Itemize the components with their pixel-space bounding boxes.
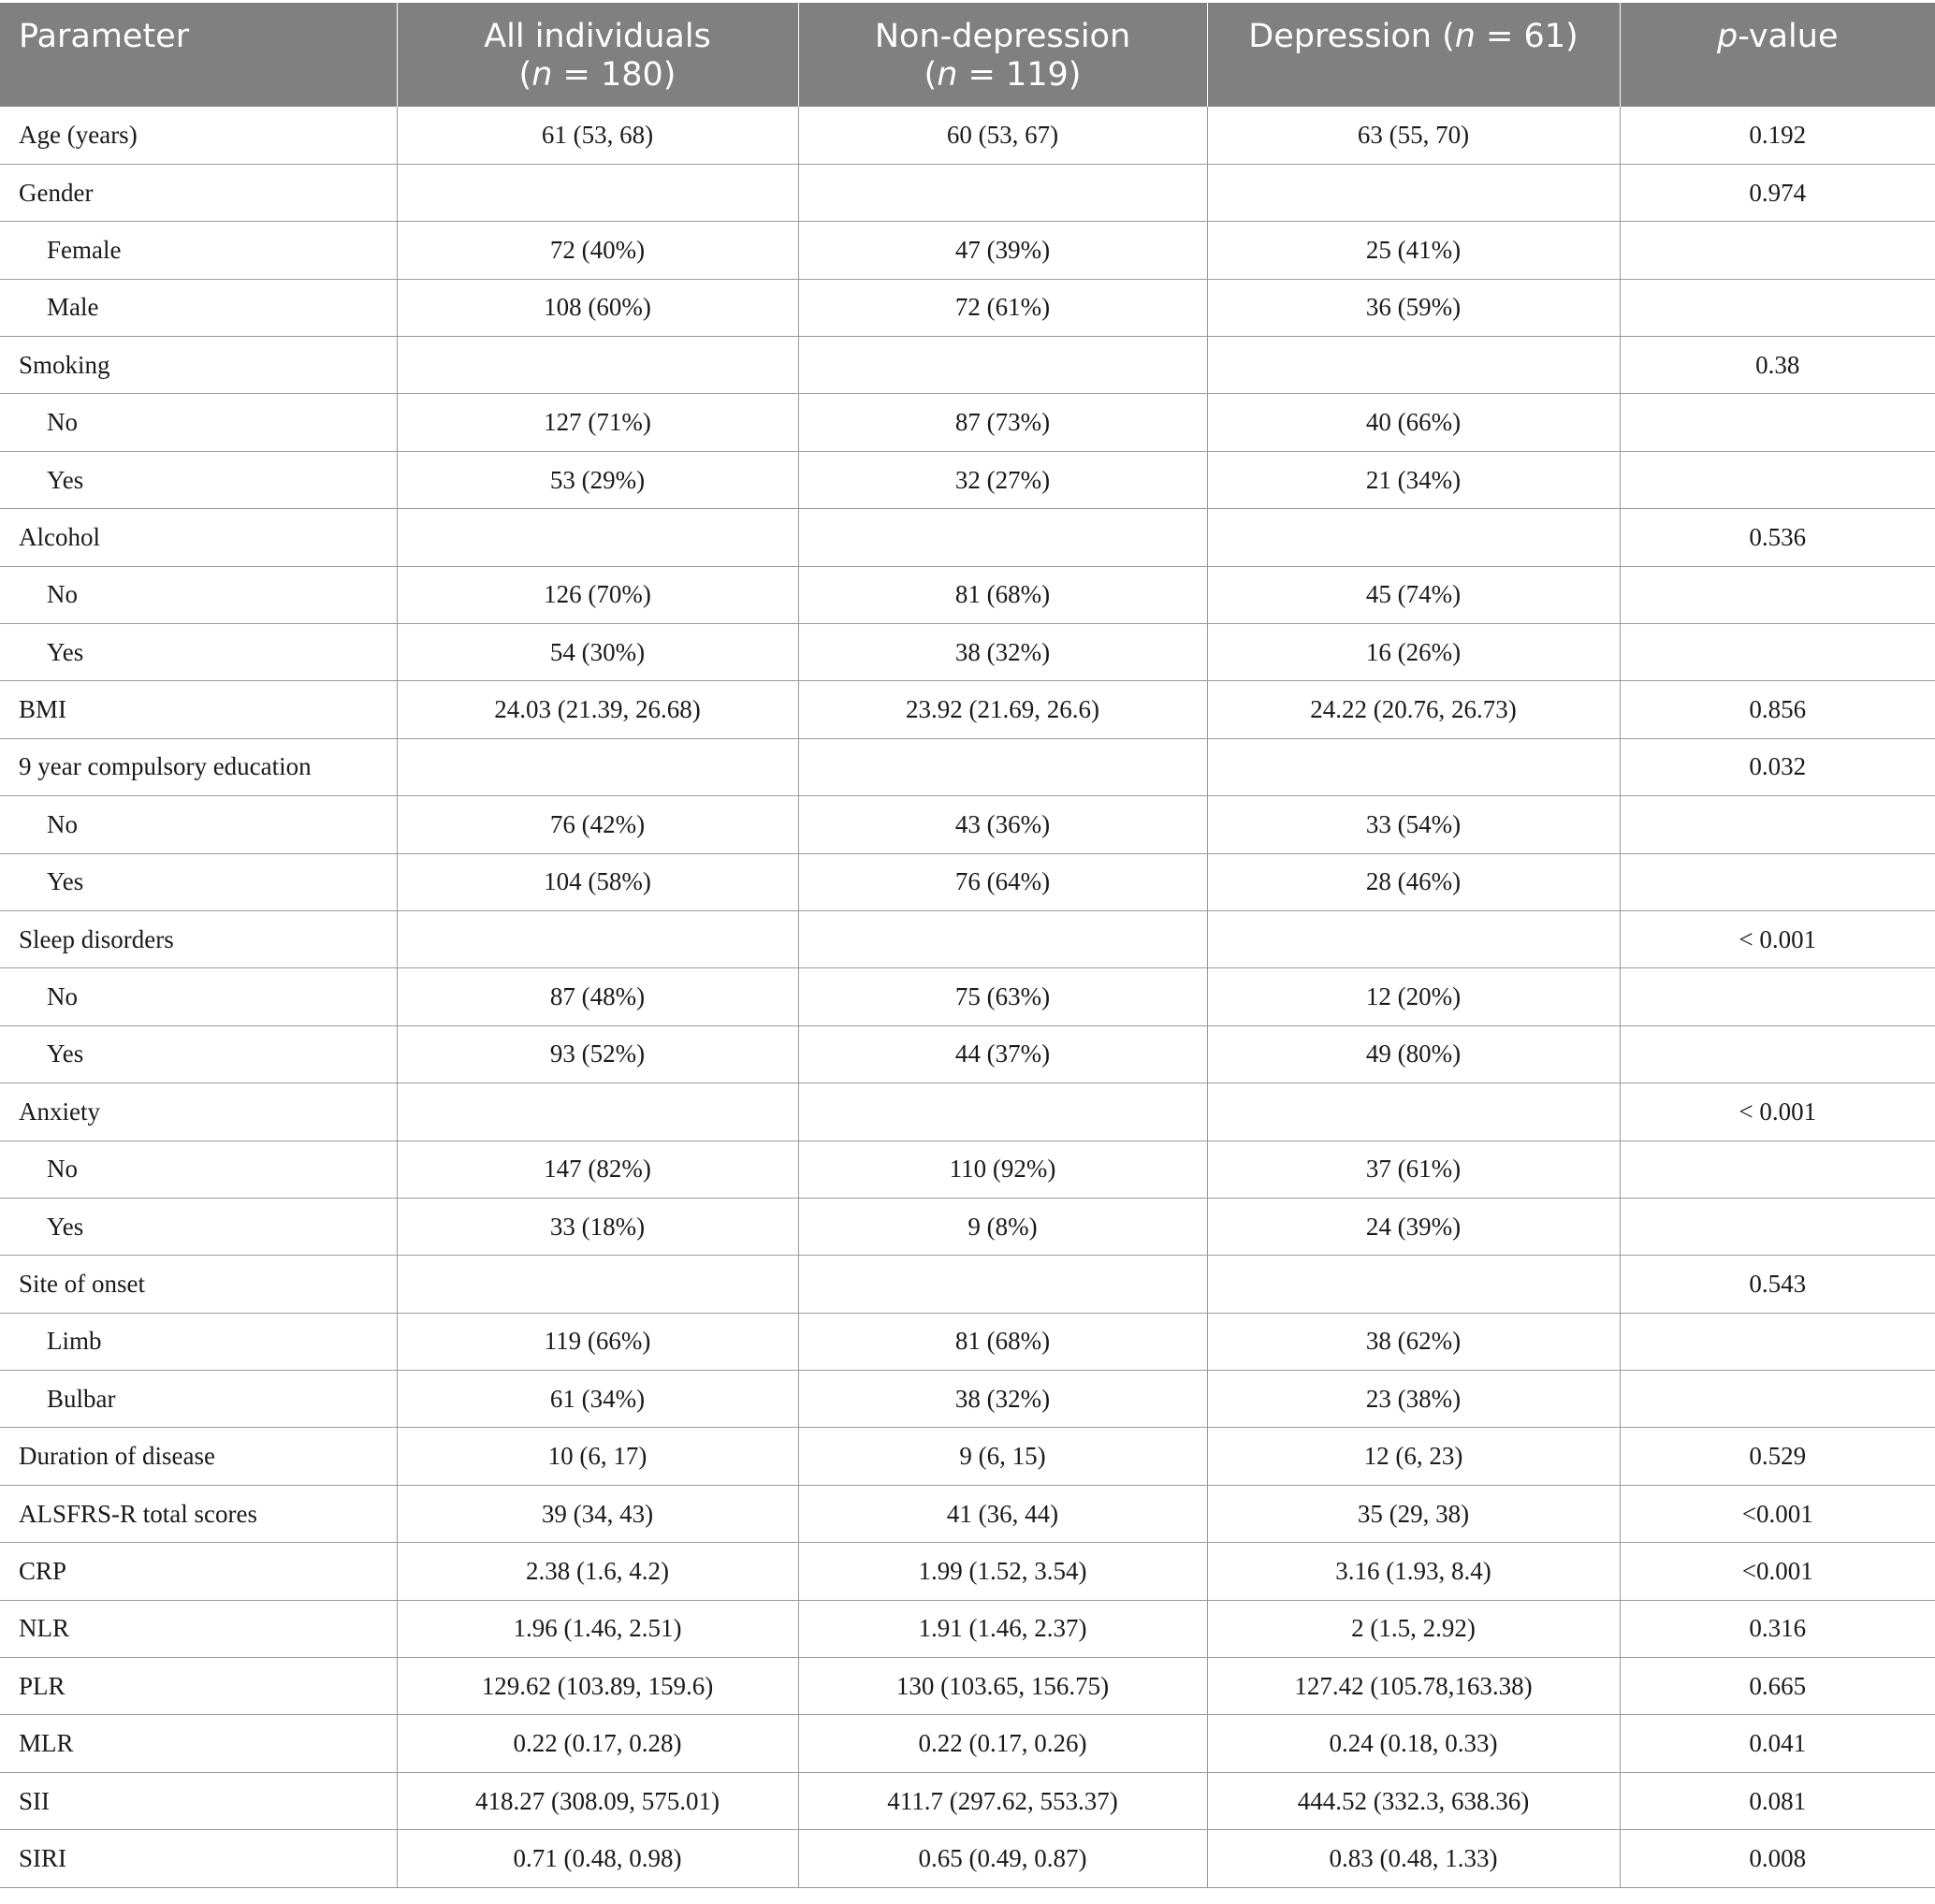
depression-cell: 0.83 (0.48, 1.33): [1207, 1830, 1620, 1887]
parameter-cell: Yes: [0, 853, 397, 910]
all-individuals-cell: 129.62 (103.89, 159.6): [397, 1658, 798, 1715]
all-individuals-cell: 33 (18%): [397, 1198, 798, 1255]
header-all-line2: (n = 180): [518, 56, 677, 94]
non-depression-cell: 72 (61%): [798, 279, 1207, 336]
p-value-cell: <0.001: [1620, 1543, 1935, 1600]
table-row: [0, 968, 1935, 1025]
table-row: [0, 1772, 1935, 1829]
table-row: [0, 222, 1935, 279]
table-row: [0, 1313, 1935, 1370]
parameter-cell: Male: [0, 279, 397, 336]
table-row: [0, 1658, 1935, 1715]
parameter-cell: Age (years): [19, 120, 138, 149]
depression-cell: [1207, 738, 1620, 795]
non-depression-cell: 81 (68%): [798, 566, 1207, 623]
p-value-cell: [1620, 853, 1935, 910]
p-value-cell: 0.316: [1620, 1600, 1935, 1657]
p-value-cell: 0.856: [1620, 681, 1935, 738]
p-value-cell: 0.032: [1620, 738, 1935, 795]
non-depression-cell: 0.65 (0.49, 0.87): [798, 1830, 1207, 1887]
header-parameter: Parameter: [0, 3, 397, 107]
table-row: [0, 624, 1935, 681]
table-body: [0, 107, 1935, 1887]
all-individuals-cell: 61 (53, 68): [397, 107, 798, 164]
depression-cell: 21 (34%): [1207, 451, 1620, 508]
parameter-cell: No: [0, 394, 397, 451]
p-value-cell: 0.008: [1620, 1830, 1935, 1887]
p-value-cell: < 0.001: [1620, 910, 1935, 967]
parameter-cell: No: [0, 796, 397, 853]
parameter-cell: Smoking: [0, 337, 397, 394]
p-value-cell: <0.001: [1620, 1485, 1935, 1542]
header-all-line1: All individuals: [484, 18, 711, 55]
header-non-depression: [798, 3, 1207, 107]
table-row: [0, 107, 1935, 164]
parameter-cell: Yes: [0, 624, 397, 681]
header-nondep-line2: (n = 119): [924, 56, 1082, 94]
header-depression: Depression (n = 61): [1207, 3, 1620, 107]
p-value-cell: [1620, 796, 1935, 853]
non-depression-cell: 47 (39%): [798, 222, 1207, 279]
table-row: [0, 1198, 1935, 1255]
parameter-cell: ALSFRS-R total scores: [0, 1485, 397, 1542]
header-all-individuals: [397, 3, 798, 107]
table-header: [0, 3, 1935, 107]
table-row: [0, 566, 1935, 623]
all-individuals-cell: [397, 164, 798, 221]
all-individuals-cell: 39 (34, 43): [397, 1485, 798, 1542]
all-individuals-cell: [397, 337, 798, 394]
depression-cell: 23 (38%): [1207, 1371, 1620, 1428]
p-value-cell: 0.665: [1620, 1658, 1935, 1715]
parameter-cell: PLR: [0, 1658, 397, 1715]
all-individuals-cell: 24.03 (21.39, 26.68): [397, 681, 798, 738]
table-row: [0, 738, 1935, 795]
depression-cell: [1207, 509, 1620, 566]
all-individuals-cell: 53 (29%): [397, 451, 798, 508]
p-value-cell: [1620, 1313, 1935, 1370]
parameter-cell: Bulbar: [0, 1371, 397, 1428]
header-nondep-line1: Non-depression: [874, 18, 1131, 55]
p-value-cell: [1620, 566, 1935, 623]
depression-cell: 45 (74%): [1207, 566, 1620, 623]
header-row: [0, 3, 1935, 107]
all-individuals-cell: 1.96 (1.46, 2.51): [397, 1600, 798, 1657]
p-value-cell: < 0.001: [1620, 1083, 1935, 1141]
depression-cell: 37 (61%): [1207, 1141, 1620, 1198]
data-table: [0, 3, 1935, 1888]
p-value-cell: 0.192: [1620, 107, 1935, 164]
all-individuals-cell: 147 (82%): [397, 1141, 798, 1198]
parameter-cell: Sleep disorders: [0, 910, 397, 967]
table-row: [0, 164, 1935, 221]
p-value-cell: 0.041: [1620, 1715, 1935, 1772]
non-depression-cell: 9 (8%): [798, 1198, 1207, 1255]
p-value-cell: [1620, 394, 1935, 451]
parameter-cell: No: [0, 1141, 397, 1198]
table-row: [0, 394, 1935, 451]
non-depression-cell: 43 (36%): [798, 796, 1207, 853]
table-row: [0, 1715, 1935, 1772]
depression-cell: 63 (55, 70): [1207, 107, 1620, 164]
table-row: [0, 1256, 1935, 1313]
parameter-cell: Yes: [0, 1198, 397, 1255]
all-individuals-cell: 127 (71%): [397, 394, 798, 451]
non-depression-cell: 38 (32%): [798, 1371, 1207, 1428]
non-depression-cell: 23.92 (21.69, 26.6): [798, 681, 1207, 738]
depression-cell: 49 (80%): [1207, 1025, 1620, 1083]
parameter-cell: Site of onset: [0, 1256, 397, 1313]
non-depression-cell: 76 (64%): [798, 853, 1207, 910]
all-individuals-cell: 2.38 (1.6, 4.2): [397, 1543, 798, 1600]
p-value-cell: [1620, 451, 1935, 508]
parameter-cell: Yes: [0, 1025, 397, 1083]
parameter-cell: CRP: [0, 1543, 397, 1600]
non-depression-cell: 41 (36, 44): [798, 1485, 1207, 1542]
all-individuals-cell: 418.27 (308.09, 575.01): [397, 1772, 798, 1829]
all-individuals-cell: 0.71 (0.48, 0.98): [397, 1830, 798, 1887]
depression-cell: 40 (66%): [1207, 394, 1620, 451]
p-value-cell: 0.529: [1620, 1428, 1935, 1485]
p-value-cell: [1620, 279, 1935, 336]
all-individuals-cell: 119 (66%): [397, 1313, 798, 1370]
non-depression-cell: [798, 509, 1207, 566]
table-row: [0, 337, 1935, 394]
all-individuals-cell: 87 (48%): [397, 968, 798, 1025]
p-value-cell: [1620, 624, 1935, 681]
depression-cell: 127.42 (105.78,163.38): [1207, 1658, 1620, 1715]
depression-cell: [1207, 1083, 1620, 1141]
table-row: [0, 279, 1935, 336]
p-value-cell: [1620, 1141, 1935, 1198]
table-row: [0, 509, 1935, 566]
depression-cell: 24 (39%): [1207, 1198, 1620, 1255]
depression-cell: 24.22 (20.76, 26.73): [1207, 681, 1620, 738]
header-p-value: p-value: [1620, 3, 1935, 107]
non-depression-cell: 75 (63%): [798, 968, 1207, 1025]
p-value-cell: [1620, 1025, 1935, 1083]
depression-cell: 0.24 (0.18, 0.33): [1207, 1715, 1620, 1772]
non-depression-cell: 32 (27%): [798, 451, 1207, 508]
depression-cell: 35 (29, 38): [1207, 1485, 1620, 1542]
all-individuals-cell: 108 (60%): [397, 279, 798, 336]
p-value-cell: [1620, 1371, 1935, 1428]
parameter-cell: SIRI: [0, 1830, 397, 1887]
depression-cell: 28 (46%): [1207, 853, 1620, 910]
depression-cell: 16 (26%): [1207, 624, 1620, 681]
parameter-cell: Female: [0, 222, 397, 279]
p-value-cell: [1620, 1198, 1935, 1255]
non-depression-cell: [798, 337, 1207, 394]
parameter-cell: Limb: [0, 1313, 397, 1370]
parameter-cell: Alcohol: [0, 509, 397, 566]
non-depression-cell: 38 (32%): [798, 624, 1207, 681]
table-row: [0, 1485, 1935, 1542]
parameter-cell: Gender: [0, 164, 397, 221]
non-depression-cell: [798, 738, 1207, 795]
parameter-cell: MLR: [0, 1715, 397, 1772]
all-individuals-cell: [397, 910, 798, 967]
depression-cell: 38 (62%): [1207, 1313, 1620, 1370]
table-row: [0, 1830, 1935, 1887]
p-value-cell: 0.081: [1620, 1772, 1935, 1829]
all-individuals-cell: 104 (58%): [397, 853, 798, 910]
non-depression-cell: 44 (37%): [798, 1025, 1207, 1083]
non-depression-cell: [798, 910, 1207, 967]
table-row: [0, 1428, 1935, 1485]
depression-cell: 25 (41%): [1207, 222, 1620, 279]
table-row: [0, 853, 1935, 910]
all-individuals-cell: 10 (6, 17): [397, 1428, 798, 1485]
parameter-cell: NLR: [0, 1600, 397, 1657]
table-row: [0, 1600, 1935, 1657]
depression-cell: 12 (6, 23): [1207, 1428, 1620, 1485]
table-row: [0, 1141, 1935, 1198]
p-value-cell: 0.536: [1620, 509, 1935, 566]
p-value-cell: 0.974: [1620, 164, 1935, 221]
depression-cell: 33 (54%): [1207, 796, 1620, 853]
non-depression-cell: 0.22 (0.17, 0.26): [798, 1715, 1207, 1772]
p-value-cell: 0.543: [1620, 1256, 1935, 1313]
all-individuals-cell: 72 (40%): [397, 222, 798, 279]
parameter-cell: SII: [0, 1772, 397, 1829]
parameter-cell: No: [0, 968, 397, 1025]
table-row: [0, 681, 1935, 738]
table-row: [0, 1025, 1935, 1083]
all-individuals-cell: 61 (34%): [397, 1371, 798, 1428]
non-depression-cell: 9 (6, 15): [798, 1428, 1207, 1485]
all-individuals-cell: 126 (70%): [397, 566, 798, 623]
non-depression-cell: 130 (103.65, 156.75): [798, 1658, 1207, 1715]
depression-cell: 444.52 (332.3, 638.36): [1207, 1772, 1620, 1829]
parameter-cell: No: [0, 566, 397, 623]
non-depression-cell: 411.7 (297.62, 553.37): [798, 1772, 1207, 1829]
all-individuals-cell: 93 (52%): [397, 1025, 798, 1083]
table-row: [0, 451, 1935, 508]
all-individuals-cell: [397, 738, 798, 795]
p-value-cell: [1620, 222, 1935, 279]
table-row: [0, 1543, 1935, 1600]
parameter-cell: Duration of disease: [0, 1428, 397, 1485]
all-individuals-cell: [397, 509, 798, 566]
non-depression-cell: [798, 164, 1207, 221]
depression-cell: [1207, 1256, 1620, 1313]
depression-cell: 3.16 (1.93, 8.4): [1207, 1543, 1620, 1600]
table-row: [0, 1083, 1935, 1141]
non-depression-cell: 81 (68%): [798, 1313, 1207, 1370]
parameter-cell: 9 year compulsory education: [0, 738, 397, 795]
depression-cell: [1207, 164, 1620, 221]
non-depression-cell: 60 (53, 67): [798, 107, 1207, 164]
non-depression-cell: 87 (73%): [798, 394, 1207, 451]
non-depression-cell: 110 (92%): [798, 1141, 1207, 1198]
parameter-cell: BMI: [0, 681, 397, 738]
table-row: [0, 910, 1935, 967]
non-depression-cell: [798, 1256, 1207, 1313]
depression-cell: 2 (1.5, 2.92): [1207, 1600, 1620, 1657]
table-row: [0, 1371, 1935, 1428]
depression-cell: 36 (59%): [1207, 279, 1620, 336]
all-individuals-cell: [397, 1083, 798, 1141]
all-individuals-cell: 0.22 (0.17, 0.28): [397, 1715, 798, 1772]
depression-cell: 12 (20%): [1207, 968, 1620, 1025]
depression-cell: [1207, 337, 1620, 394]
non-depression-cell: [798, 1083, 1207, 1141]
all-individuals-cell: 54 (30%): [397, 624, 798, 681]
depression-cell: [1207, 910, 1620, 967]
non-depression-cell: 1.99 (1.52, 3.54): [798, 1543, 1207, 1600]
p-value-cell: [1620, 968, 1935, 1025]
parameter-cell: Anxiety: [0, 1083, 397, 1141]
p-value-cell: 0.38: [1620, 337, 1935, 394]
non-depression-cell: 1.91 (1.46, 2.37): [798, 1600, 1207, 1657]
all-individuals-cell: [397, 1256, 798, 1313]
all-individuals-cell: 76 (42%): [397, 796, 798, 853]
table-row: [0, 796, 1935, 853]
parameter-cell: Yes: [0, 451, 397, 508]
